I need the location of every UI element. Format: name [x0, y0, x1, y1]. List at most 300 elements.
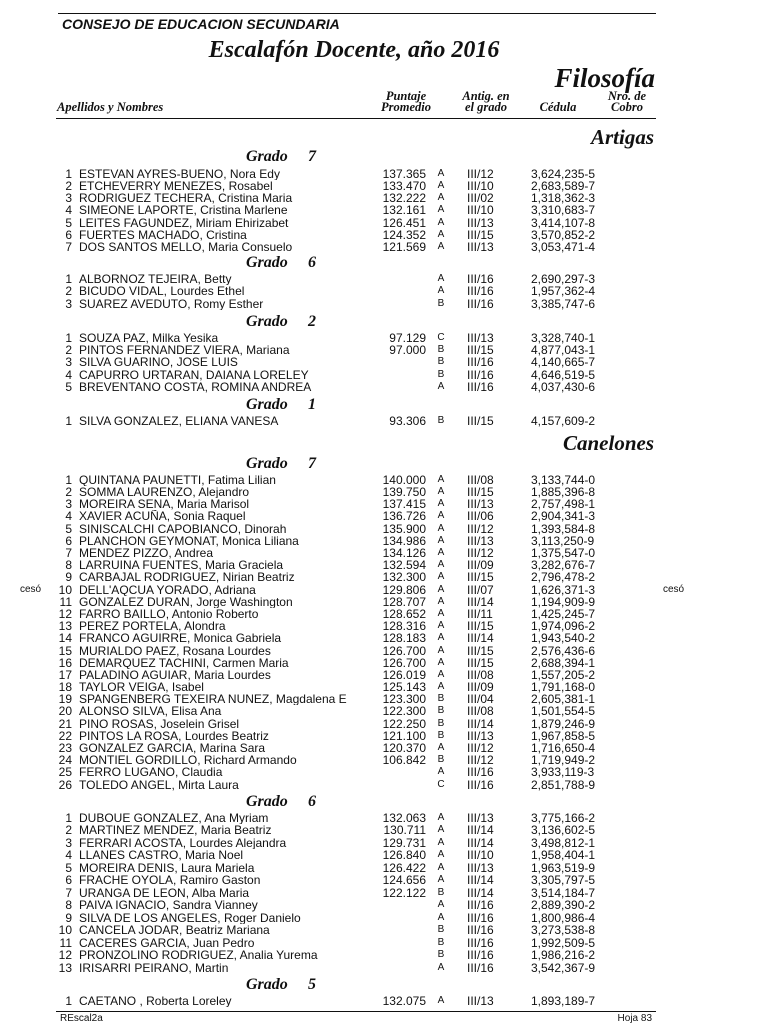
cedula-number: 3,305,797-5: [531, 873, 596, 888]
grade-rows: [0, 332, 768, 393]
average-score: 126.451: [382, 215, 426, 230]
average-score: 134.126: [382, 546, 426, 561]
cedula-number: 3,385,747-6: [531, 296, 596, 311]
cedula-number: 1,791,168-0: [531, 680, 596, 695]
average-score: 122.250: [382, 716, 426, 731]
report-code: REscal2a: [60, 1013, 103, 1024]
institution-name: CONSEJO DE EDUCACION SECUNDARIA: [62, 16, 340, 32]
category-letter: A: [437, 380, 445, 392]
seniority-grade: III/10: [467, 203, 494, 218]
average-score: 122.122: [382, 885, 426, 900]
cedula-number: 2,683,589-7: [531, 179, 596, 194]
average-score: 132.063: [382, 810, 426, 825]
row-number: 3: [65, 355, 72, 370]
seniority-grade: III/14: [467, 885, 494, 900]
seniority-grade: III/16: [467, 284, 494, 299]
teacher-name: FARRO BAILLO, Antonio Roberto: [79, 607, 259, 621]
row-number: 7: [65, 239, 72, 254]
grade-heading: [0, 976, 768, 996]
cedula-number: 1,716,650-4: [531, 741, 596, 756]
note-right: cesó: [663, 583, 685, 595]
row-number: 1: [65, 413, 72, 428]
seniority-grade: III/15: [467, 485, 494, 500]
seniority-grade: III/16: [467, 765, 494, 780]
column-header-name: [57, 102, 163, 113]
table-row: [0, 523, 768, 535]
teacher-name: MENDEZ PIZZO, Andrea: [79, 547, 214, 560]
average-score: 97.000: [389, 343, 426, 358]
seniority-grade: III/16: [467, 960, 494, 975]
row-number: 2: [65, 485, 72, 500]
teacher-name: TOLEDO ANGEL, Mirta Laura: [79, 778, 239, 791]
seniority-grade: III/15: [467, 413, 494, 428]
row-number: 7: [65, 885, 72, 900]
row-number: 11: [59, 594, 72, 609]
category-letter: A: [437, 272, 445, 284]
column-header-score-line2: Promedio: [381, 100, 431, 114]
category-letter: A: [437, 285, 445, 297]
teacher-name: QUINTANA PAUNETTI, Fatima Lilian: [79, 473, 276, 487]
grade-label: Grado: [246, 313, 288, 330]
cedula-number: 1,800,986-4: [531, 910, 596, 925]
seniority-grade: III/15: [467, 619, 494, 634]
grade-heading: [0, 148, 768, 168]
category-letter: B: [437, 414, 445, 426]
teacher-name: LEITES FAGUNDEZ, Miriam Ehirizabet: [79, 216, 289, 229]
seniority-grade: III/16: [467, 923, 494, 938]
category-letter: A: [437, 994, 445, 1006]
teacher-name: CANCELA JODAR, Beatriz Mariana: [79, 924, 270, 937]
grade-label: Grado: [246, 793, 288, 810]
average-score: 125.143: [382, 680, 426, 695]
category-letter: A: [437, 874, 445, 886]
seniority-grade: III/04: [467, 692, 494, 707]
teacher-name: CAPURRO URTARAN, DAIANA LORELEY: [79, 368, 309, 381]
cedula-number: 3,328,740-1: [531, 330, 596, 345]
cedula-number: 2,796,478-2: [531, 570, 596, 585]
cedula-number: 1,194,909-9: [531, 594, 596, 609]
grade-label: Grado: [246, 976, 288, 993]
seniority-grade: III/13: [467, 728, 494, 743]
row-number: 6: [65, 533, 72, 548]
seniority-grade: III/16: [467, 379, 494, 394]
row-number: 1: [65, 271, 72, 286]
average-score: 132.161: [382, 203, 426, 218]
row-number: 23: [58, 741, 72, 756]
teacher-name: PLANCHON GEYMONAT, Monica Liliana: [79, 534, 299, 548]
category-letter: A: [437, 656, 445, 668]
row-number: 2: [65, 823, 72, 838]
footer-rule: [56, 1011, 656, 1012]
average-score: 134.986: [382, 533, 426, 548]
category-letter: A: [437, 607, 445, 619]
category-letter: A: [437, 632, 445, 644]
row-number: 2: [65, 179, 72, 194]
seniority-grade: III/08: [467, 704, 494, 719]
table-row: [0, 204, 768, 216]
grade-heading: [0, 313, 768, 333]
cedula-number: 3,624,235-5: [531, 166, 596, 181]
table-row: [0, 962, 768, 975]
average-score: 135.900: [382, 521, 426, 536]
cedula-number: 3,775,166-2: [531, 810, 596, 825]
teacher-name: GONZALEZ GARCIA, Marina Sara: [79, 742, 266, 755]
seniority-grade: III/14: [467, 873, 494, 888]
cedula-number: 1,557,205-2: [531, 667, 596, 682]
category-letter: A: [437, 899, 445, 911]
teacher-name: SINISCALCHI CAPOBIANCO, Dinorah: [79, 522, 287, 535]
seniority-grade: III/14: [467, 716, 494, 731]
seniority-grade: III/12: [467, 166, 494, 181]
seniority-grade: III/16: [467, 367, 494, 382]
row-number: 14: [58, 631, 72, 646]
subject-title: Filosofía: [554, 63, 655, 93]
category-letter: A: [437, 595, 445, 607]
teacher-name: SILVA DE LOS ANGELES, Roger Danielo: [79, 911, 301, 925]
row-number: 6: [65, 227, 72, 242]
average-score: 132.594: [382, 558, 426, 573]
teacher-name: TAYLOR VEIGA, Isabel: [79, 681, 204, 694]
category-letter: A: [437, 836, 445, 848]
seniority-grade: III/12: [467, 741, 494, 756]
department-heading: Canelones: [562, 431, 654, 455]
average-score: 137.365: [382, 166, 426, 181]
teacher-name: SILVA GUARINO, JOSE LUIS: [79, 356, 238, 369]
category-letter: B: [437, 344, 445, 356]
teacher-name: CACERES GARCIA, Juan Pedro: [79, 936, 255, 950]
grade-rows: [0, 474, 768, 791]
teacher-name: RODRIGUEZ TECHERA, Cristina Maria: [79, 192, 293, 205]
grade-rows: [0, 168, 768, 253]
category-letter: A: [437, 668, 445, 680]
category-letter: B: [437, 949, 445, 961]
cedula-number: 1,967,858-5: [531, 728, 596, 743]
category-letter: A: [437, 167, 445, 179]
cedula-number: 2,688,394-1: [531, 655, 596, 670]
column-header-seniority: [446, 91, 526, 113]
category-letter: C: [437, 778, 445, 790]
category-letter: A: [437, 742, 445, 754]
cedula-number: 4,157,609-2: [531, 413, 596, 428]
seniority-grade: III/15: [467, 643, 494, 658]
seniority-grade: III/14: [467, 823, 494, 838]
teacher-name: CARBAJAL RODRIGUEZ, Nirian Beatriz: [79, 571, 295, 584]
grade-rows: [0, 995, 768, 1007]
row-number: 3: [65, 191, 72, 206]
teacher-name: MOREIRA SENA, Maria Marisol: [79, 498, 250, 511]
teacher-name: FRANCO AGUIRRE, Monica Gabriela: [79, 632, 282, 645]
average-score: 132.300: [382, 570, 426, 585]
cedula-number: 3,053,471-4: [531, 239, 596, 254]
average-score: 128.652: [382, 606, 426, 621]
seniority-grade: III/13: [467, 860, 494, 875]
table-row: [0, 949, 768, 962]
teacher-name: SOMMA LAURENZO, Alejandro: [79, 486, 250, 499]
average-score: 126.700: [382, 655, 426, 670]
table-row: [0, 584, 768, 596]
row-number: 20: [58, 704, 72, 719]
cedula-number: 1,885,396-8: [531, 485, 596, 500]
table-row: [0, 241, 768, 253]
seniority-grade: III/16: [467, 910, 494, 925]
table-row: [0, 632, 768, 644]
table-row: [0, 718, 768, 730]
row-number: 4: [65, 367, 72, 382]
average-score: 121.100: [382, 728, 426, 743]
average-score: 129.806: [382, 582, 426, 597]
seniority-grade: III/15: [467, 343, 494, 358]
average-score: 97.129: [389, 330, 426, 345]
row-number: 1: [65, 993, 72, 1008]
seniority-grade: III/02: [467, 191, 494, 206]
category-letter: A: [437, 583, 445, 595]
teacher-name: GONZALEZ DURAN, Jorge Washington: [79, 595, 293, 608]
table-row: [0, 332, 768, 344]
category-letter: A: [437, 534, 445, 546]
table-row: [0, 995, 768, 1007]
row-number: 25: [58, 765, 72, 780]
table-row: [0, 824, 768, 837]
row-number: 12: [58, 606, 72, 621]
cedula-number: 3,273,538-8: [531, 923, 596, 938]
row-number: 1: [65, 472, 72, 487]
row-number: 2: [65, 284, 72, 299]
teacher-name: URANGA DE LEON, Alba Maria: [79, 886, 250, 900]
row-number: 2: [65, 343, 72, 358]
average-score: 132.075: [382, 993, 426, 1008]
category-letter: B: [437, 886, 445, 898]
department-heading: Artigas: [590, 125, 654, 149]
seniority-grade: III/12: [467, 521, 494, 536]
average-score: 123.300: [382, 692, 426, 707]
average-score: 124.352: [382, 227, 426, 242]
row-number: 4: [65, 509, 72, 524]
grade-label: Grado: [246, 254, 288, 271]
category-letter: A: [437, 620, 445, 632]
teacher-name: ETCHEVERRY MENEZES, Rosabel: [79, 180, 273, 193]
cedula-number: 3,282,676-7: [531, 558, 596, 573]
category-letter: B: [437, 924, 445, 936]
category-letter: A: [437, 849, 445, 861]
category-letter: A: [437, 811, 445, 823]
teacher-name: IRISARRI PEIRANO, Martin: [79, 961, 229, 975]
table-row: [0, 273, 768, 285]
teacher-name: PAIVA IGNACIO, Sandra Vianney: [79, 899, 258, 912]
seniority-grade: III/14: [467, 594, 494, 609]
table-row: [0, 285, 768, 297]
cedula-number: 3,542,367-9: [531, 960, 596, 975]
row-number: 12: [58, 948, 72, 963]
teacher-name: DUBOUE GONZALEZ, Ana Myriam: [79, 811, 269, 825]
category-letter: A: [437, 192, 445, 204]
cedula-number: 4,140,665-7: [531, 355, 596, 370]
seniority-grade: III/12: [467, 546, 494, 561]
table-row: [0, 645, 768, 657]
cedula-number: 2,904,341-3: [531, 509, 596, 524]
seniority-grade: III/15: [467, 570, 494, 585]
average-score: 128.183: [382, 631, 426, 646]
cedula-number: 3,514,184-7: [531, 885, 596, 900]
category-letter: A: [437, 486, 445, 498]
table-row: [0, 887, 768, 900]
table-row: [0, 754, 768, 766]
seniority-grade: III/16: [467, 935, 494, 950]
cedula-number: 1,425,245-7: [531, 606, 596, 621]
category-letter: A: [437, 522, 445, 534]
seniority-grade: III/13: [467, 215, 494, 230]
table-row: [0, 937, 768, 950]
cedula-number: 2,690,297-3: [531, 271, 596, 286]
category-letter: A: [437, 547, 445, 559]
row-number: 7: [65, 546, 72, 561]
category-letter: B: [437, 717, 445, 729]
grade-label: Grado: [246, 455, 288, 472]
teacher-name: CAETANO , Roberta Loreley: [79, 994, 232, 1008]
average-score: 129.731: [382, 835, 426, 850]
row-number: 26: [58, 777, 72, 792]
cedula-number: 2,605,381-1: [531, 692, 596, 707]
grade-label: Grado: [246, 148, 288, 165]
teacher-name: FRACHE OYOLA, Ramiro Gaston: [79, 874, 261, 887]
category-letter: A: [437, 681, 445, 693]
cedula-number: 1,958,404-1: [531, 848, 596, 863]
teacher-name: PEREZ PORTELA, Alondra: [79, 620, 226, 633]
cedula-number: 2,757,498-1: [531, 497, 596, 512]
seniority-grade: III/16: [467, 777, 494, 792]
category-letter: A: [437, 510, 445, 522]
column-header-score: [366, 91, 446, 113]
average-score: 126.019: [382, 667, 426, 682]
category-letter: A: [437, 216, 445, 228]
row-number: 8: [65, 558, 72, 573]
seniority-grade: III/06: [467, 509, 494, 524]
table-row: [0, 766, 768, 778]
teacher-name: ALBORNOZ TEJEIRA, Betty: [79, 272, 232, 286]
cedula-number: 1,986,216-2: [531, 948, 596, 963]
cedula-number: 2,576,436-6: [531, 643, 596, 658]
average-score: 126.422: [382, 860, 426, 875]
document-title: Escalafón Docente, año 2016: [208, 37, 500, 63]
seniority-grade: III/13: [467, 533, 494, 548]
row-number: 10: [58, 923, 72, 938]
row-number: 5: [65, 860, 72, 875]
category-letter: A: [437, 498, 445, 510]
grade-label: Grado: [246, 396, 288, 413]
average-score: 122.300: [382, 704, 426, 719]
seniority-grade: III/16: [467, 271, 494, 286]
teacher-name: MARTINEZ MENDEZ, Maria Beatriz: [79, 824, 272, 837]
seniority-grade: III/10: [467, 848, 494, 863]
grade-number: 1: [308, 396, 316, 413]
grade-number: 5: [308, 976, 316, 993]
cedula-number: 1,893,189-7: [531, 993, 596, 1008]
row-number: 16: [58, 655, 72, 670]
teacher-name: SOUZA PAZ, Milka Yesika: [79, 331, 219, 345]
grade-heading: [0, 254, 768, 274]
table-row: [0, 899, 768, 912]
seniority-grade: III/12: [467, 753, 494, 768]
cedula-number: 1,992,509-5: [531, 935, 596, 950]
category-letter: B: [437, 936, 445, 948]
row-number: 8: [65, 898, 72, 913]
category-letter: B: [437, 297, 445, 309]
table-row: [0, 369, 768, 381]
page-number: Hoja 83: [617, 1013, 652, 1024]
grade-heading: [0, 455, 768, 475]
grade-heading: [0, 396, 768, 416]
table-row: [0, 229, 768, 241]
row-number: 5: [65, 521, 72, 536]
grade-number: 2: [308, 313, 316, 330]
row-number: 3: [65, 497, 72, 512]
category-letter: A: [437, 911, 445, 923]
category-letter: B: [437, 729, 445, 741]
teacher-name: PINTOS FERNANDEZ VIERA, Mariana: [79, 344, 290, 357]
cedula-number: 1,393,584-8: [531, 521, 596, 536]
seniority-grade: III/07: [467, 582, 494, 597]
average-score: 140.000: [382, 472, 426, 487]
grade-number: 6: [308, 254, 316, 271]
category-letter: B: [437, 356, 445, 368]
category-letter: A: [437, 559, 445, 571]
category-letter: B: [437, 754, 445, 766]
seniority-grade: III/16: [467, 355, 494, 370]
table-row: [0, 217, 768, 229]
top-rule: [58, 13, 656, 14]
row-number: 6: [65, 873, 72, 888]
teacher-name: DELL'AQCUA YORADO, Adriana: [79, 583, 256, 596]
row-number: 9: [65, 570, 72, 585]
seniority-grade: III/09: [467, 680, 494, 695]
category-letter: A: [437, 240, 445, 252]
row-number: 13: [58, 960, 72, 975]
category-letter: A: [437, 644, 445, 656]
average-score: 121.569: [382, 239, 426, 254]
row-number: 9: [65, 910, 72, 925]
table-row: [0, 571, 768, 583]
average-score: 120.370: [382, 741, 426, 756]
row-number: 5: [65, 379, 72, 394]
grade-number: 7: [308, 455, 316, 472]
seniority-grade: III/11: [467, 606, 493, 621]
category-letter: B: [437, 693, 445, 705]
average-score: 128.707: [382, 594, 426, 609]
teacher-name: ESTEVAN AYRES-BUENO, Nora Edy: [79, 167, 280, 181]
category-letter: A: [437, 824, 445, 836]
row-number: 24: [58, 753, 72, 768]
column-header-payroll-line2: Cobro: [611, 100, 643, 114]
cedula-number: 1,501,554-5: [531, 704, 596, 719]
seniority-grade: III/13: [467, 330, 494, 345]
cedula-number: 3,498,812-1: [531, 835, 596, 850]
row-number: 15: [58, 643, 72, 658]
cedula-number: 1,974,096-2: [531, 619, 596, 634]
column-header-name-label: Apellidos y Nombres: [57, 100, 164, 114]
cedula-number: 2,889,390-2: [531, 898, 596, 913]
category-letter: A: [437, 861, 445, 873]
seniority-grade: III/15: [467, 227, 494, 242]
grade-number: 7: [308, 148, 316, 165]
teacher-name: BREVENTANO COSTA, ROMINA ANDREA: [79, 380, 312, 394]
table-row: [0, 344, 768, 356]
table-row: [0, 912, 768, 925]
cedula-number: 2,851,788-9: [531, 777, 596, 792]
row-number: 4: [65, 203, 72, 218]
cedula-number: 1,957,362-4: [531, 284, 596, 299]
table-row: [0, 415, 768, 427]
teacher-name: SILVA GONZALEZ, ELIANA VANESA: [79, 414, 279, 428]
row-number: 10: [58, 582, 72, 597]
